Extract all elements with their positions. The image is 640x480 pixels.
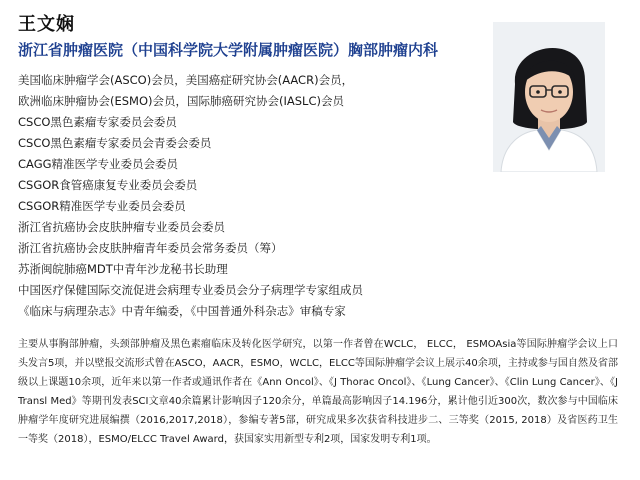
role-item: 《临床与病理杂志》中青年编委，《中国普通外科杂志》审稿专家 [18, 304, 346, 318]
roles-list [18, 70, 488, 322]
role-item: CSCO黑色素瘤专家委员会委员 [18, 115, 177, 129]
role-item: CSGOR食管癌康复专业委员会委员 [18, 178, 198, 192]
role-item: CSGOR精准医学专业委员会委员 [18, 199, 186, 213]
profile-photo [493, 22, 605, 172]
portrait-illustration [493, 22, 605, 172]
role-item: 美国临床肿瘤学会(ASCO)会员，美国癌症研究协会(AACR)会员， [18, 73, 354, 87]
role-item: 浙江省抗癌协会皮肤肿瘤专业委员会委员 [18, 220, 225, 234]
role-item: 浙江省抗癌协会皮肤肿瘤青年委员会常务委员（筹） [18, 241, 283, 255]
role-item: 中国医疗保健国际交流促进会病理专业委员会分子病理学专家组成员 [18, 283, 363, 297]
profile-affiliation: 浙江省肿瘤医院（中国科学院大学附属肿瘤医院）胸部肿瘤内科 [18, 41, 439, 59]
role-item: CSCO黑色素瘤专家委员会青委会委员 [18, 136, 212, 150]
role-item: 苏浙闽皖肺癌MDT中青年沙龙秘书长助理 [18, 262, 228, 276]
profile-bio: 主要从事胸部肿瘤，头颈部肿瘤及黑色素瘤临床及转化医学研究，以第一作者曾在WCLC， ELCC， ESMOAsia等国际肿瘤学会议上口头发言5项，并以壁报交流形式曾在ASCO，AACR，ESMO，WCLC，ELCC等国际肿瘤学会议上展示40余项，主持或参与国自然及省部级以上课题10余项，近年来以第一作者或通讯作者在《Ann Oncol》、《J Thorac Oncol》、《Lung Cancer》、《Clin Lung Cancer》、《J Transl Med》等期刊发表SCI文章40余篇累计影响因子120余分，单篇最高影响因子14.196分，累计他引近300次，数次参与中国临床肿瘤学年度研究进展编撰（2016,2017,2018），参编专著5部，研究成果多次获省科技进步二、三等奖（2015, 2018）及省医药卫生一等奖（2018），ESMO/ELCC Travel Award，获国家实用新型专利2项，国家发明专利1项。 [18, 339, 618, 445]
role-item: CAGG精准医学专业委员会委员 [18, 157, 179, 171]
role-item: 欧洲临床肿瘤协会(ESMO)会员，国际肺癌研究协会(IASLC)会员 [18, 94, 344, 108]
profile-name: 王文娴 [18, 14, 75, 35]
